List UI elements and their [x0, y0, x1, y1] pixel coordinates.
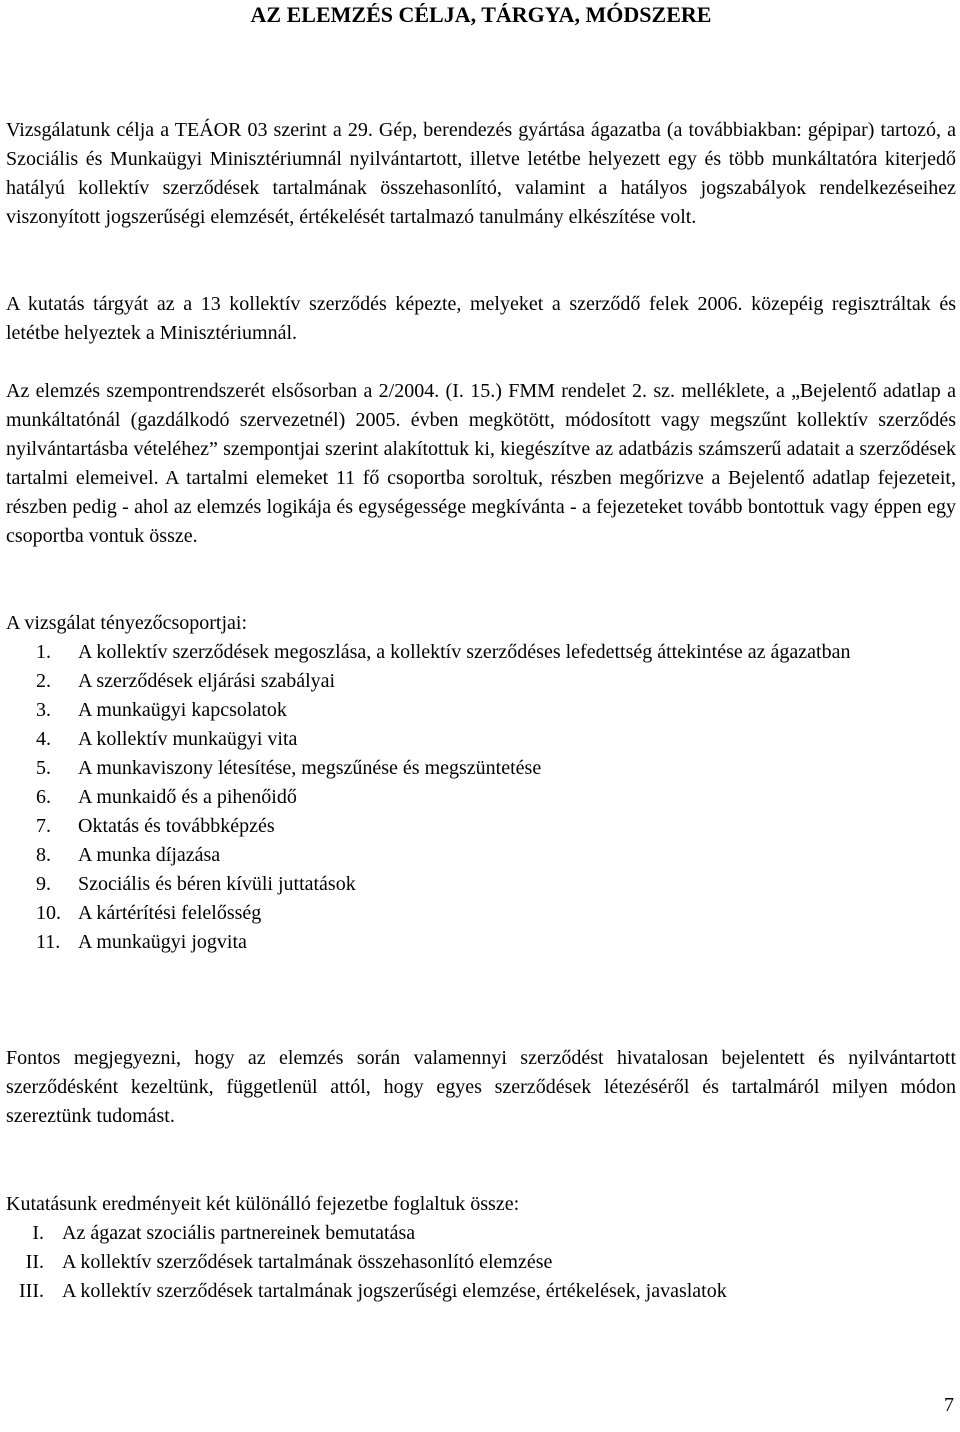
paragraph-subject: A kutatás tárgyát az a 13 kollektív szerződés képezte, melyeket a szerződő felek 2006. közepéig regisztráltak és letétbe helyeztek a Minisztériumnál.: [6, 293, 956, 344]
list-item-text: A munka díjazása: [78, 844, 221, 866]
list-item: [6, 841, 956, 870]
list-item-text: A munkaviszony létesítése, megszűnése és megszüntetése: [78, 757, 542, 779]
list-item: [6, 1277, 956, 1306]
list-item-text: Oktatás és továbbképzés: [78, 815, 275, 837]
list-item: [6, 1219, 956, 1248]
paragraph-note: Fontos megjegyezni, hogy az elemzés során valamennyi szerződést hivatalosan bejelentett és nyilvántartott szerződésként kezeltünk, függetlenül attól, hogy egyes szerződések létezéséről és tartalmáról milyen módon szereztünk tudomást.: [6, 1047, 956, 1127]
list-item-text: A kollektív szerződések tartalmának összehasonlító elemzése: [62, 1251, 553, 1273]
list-item: [6, 667, 956, 696]
list-item: [6, 899, 956, 928]
list-item-number: III.: [19, 1280, 44, 1302]
list-item: [6, 783, 956, 812]
list-item: [6, 754, 956, 783]
list-item-text: A munkaidő és a pihenőidő: [78, 786, 297, 808]
paragraph-method: Az elemzés szempontrendszerét elsősorban a 2/2004. (I. 15.) FMM rendelet 2. sz. melléklete, a „Bejelentő adatlap a munkáltatónál (gazdálkodó szervezetnél) 2005. évben megkötött, módosított vagy megszűnt kollektív szerződés nyilvántartásba vételéhez” szempontjai szerint alakítottuk ki, kiegészítve az adatbázis számszerű adatait a szerződések tartalmi elemeivel. A tartalmi elemeket 11 fő csoportba soroltuk, részben megőrizve a Bejelentő adatlap fejezeteit, részben pedig - ahol az elemzés logikája és egységessége megkívánta - a fejezeteket tovább bontottuk vagy éppen egy csoportba vontuk össze.: [6, 380, 956, 547]
list-item-number: 11.: [36, 931, 61, 953]
list-item-number: 6.: [36, 786, 51, 808]
list-item: [6, 1248, 956, 1277]
list-item-text: Az ágazat szociális partnereinek bemutatása: [62, 1222, 416, 1244]
page-number: 7: [944, 1394, 954, 1416]
list-item-number: 4.: [36, 728, 51, 750]
paragraph-purpose: Vizsgálatunk célja a TEÁOR 03 szerint a 29. Gép, berendezés gyártása ágazatba (a továbbiakban: gépipar) tartozó, a Szociális és Munkaügyi Minisztériumnál nyilvántartott, illetve letétbe helyezett egy és több munkáltatóra kiterjedő hatályú kollektív szerződések tartalmának összehasonlító, valamint a hatályos jogszabályok rendelkezéseihez viszonyított jogszerűségi elemzését, értékelését tartalmazó tanulmány elkészítése volt.: [6, 119, 956, 228]
list-item-text: A kollektív szerződések tartalmának jogszerűségi elemzése, értékelések, javaslatok: [62, 1280, 727, 1302]
chapters-intro: Kutatásunk eredményeit két különálló fejezetbe foglaltuk össze:: [6, 1193, 520, 1215]
list-item: [6, 928, 956, 957]
list-item: [6, 638, 956, 667]
list-item-number: 10.: [36, 902, 61, 924]
page-title: AZ ELEMZÉS CÉLJA, TÁRGYA, MÓDSZERE: [250, 2, 712, 27]
list-item-number: 5.: [36, 757, 51, 779]
list-item-text: Szociális és béren kívüli juttatások: [78, 873, 356, 895]
list-item-text: A kollektív szerződések megoszlása, a kollektív szerződéses lefedettség áttekintése az ágazatban: [78, 641, 851, 663]
list-item: [6, 725, 956, 754]
list-item-number: 3.: [36, 699, 51, 721]
list-item-text: A munkaügyi jogvita: [78, 931, 247, 953]
list-item: [6, 812, 956, 841]
list-item-number: I.: [32, 1222, 44, 1244]
factor-groups-intro: A vizsgálat tényezőcsoportjai:: [6, 612, 248, 634]
list-item-number: 7.: [36, 815, 51, 837]
list-item: [6, 696, 956, 725]
list-item-text: A munkaügyi kapcsolatok: [78, 699, 287, 721]
list-item: [6, 870, 956, 899]
list-item-number: 8.: [36, 844, 51, 866]
list-item-text: A kártérítési felelősség: [78, 902, 262, 924]
list-item-number: II.: [25, 1251, 44, 1273]
list-item-number: 9.: [36, 873, 51, 895]
list-item-text: A kollektív munkaügyi vita: [78, 728, 298, 750]
list-item-number: 1.: [36, 641, 51, 663]
list-item-number: 2.: [36, 670, 51, 692]
chapters-list: [6, 1219, 956, 1306]
factor-groups-list: [6, 638, 956, 957]
list-item-text: A szerződések eljárási szabályai: [78, 670, 336, 692]
